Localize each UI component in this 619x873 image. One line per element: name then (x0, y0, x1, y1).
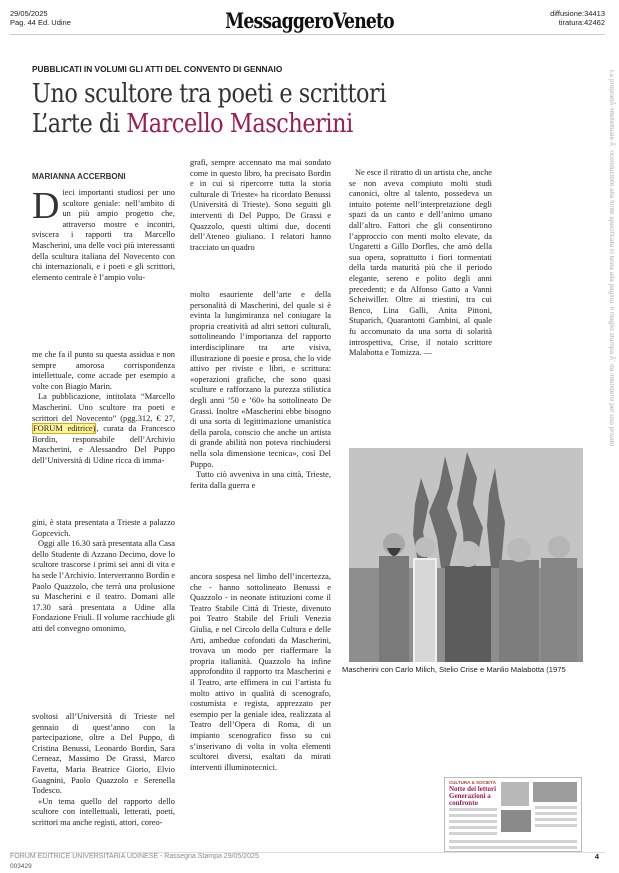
photo-caption: Mascherini con Carlo Milich, Stelio Crise e Manlio Malabotta (1975 (342, 665, 566, 674)
paragraph (32, 188, 175, 283)
column-2-lower (190, 572, 331, 852)
column-1-top (32, 188, 175, 336)
paragraph: me che fa il punto su questa assidua e non sempre amorosa corrispondenza intellettuale, come accade per esempio a volte con Biagio Marin. (32, 350, 175, 391)
thumbnail-title: Notte dei lettori Generazioni a confronto (449, 785, 497, 807)
paragraph: molto esauriente dell’arte e della personalità di Mascherini, del quale si è evinta la lungimiranza nel coniugare la propria creatività ad altri settori culturali, sottolineando l’importanza del rapporto interdisciplinare tra arte visiva, illustrazione di poesie e prosa, che lo vide attivo per riviste e libri, e scrittura: «operazioni grafiche, che sono quasi sculture e rafforzano la purezza stilistica degli anni ’50 e ’60» ha sottolineato De Grassi. Inoltre «Mascherini ebbe bisogno di una sorta di legittimazione umanistica della parola, conscio che anche un artista di grande abilità non poteva rinchiudersi nella sola dimensione tecnica», così Del Puppo. (190, 290, 331, 469)
paragraph: «Un tema quello del rapporto dello scultore con intellettuali, letterati, poeti, scrittori ma anche registi, attori, coreo- (32, 796, 175, 827)
footer-document-id: 003429 (10, 863, 32, 870)
column-1-lower (32, 518, 175, 704)
photo-illustration (349, 448, 583, 662)
side-copyright-text: La proprietÃ intellettuale Ã¨ riconducibile alla fonte specificata in testa alla pagina. Il ritaglio stampa Ã¨ da intendersi per uso privato (608, 70, 615, 447)
article-kicker: PUBBLICATI IN VOLUMI GLI ATTI DEL CONVENTO DI GENNAIO (32, 64, 283, 74)
footer-source: FORUM EDITRICE UNIVERSITARIA UDINESE - Rassegna Stampa 29/05/2025 (10, 853, 259, 860)
paragraph: gini, è stata presentata a Trieste a palazzo Gopcevich. (32, 518, 175, 538)
newspaper-logo: MessaggeroVeneto (225, 8, 394, 33)
header-diffusione: diffusione:34413 (550, 9, 605, 18)
paragraph-text: , curata da Francesco Bordin, responsabile dell’Archivio Mascherini, e Alessandro Del Puppo dell’Università di Udine ricca di imma- (32, 424, 175, 465)
paragraph-text: La pubblicazione, intitolata “Marcello Mascherini. Uno scultore tra poeti e scrittori del Novecento” (pgg.312, € 27, (32, 392, 175, 423)
dropcap: D (32, 188, 60, 227)
paragraph (32, 392, 175, 466)
paragraph: grafi, sempre accennato ma mai sondato come in questo libro, ha precisato Bordin e in cui si ripercorre tutta la storia culturale di Trieste» ha ricordato Benussi (Università di Trieste). Sono seguiti gli interventi di Del Puppo, De Grassi e Quazzolo, questi ultimi due, docenti dell’Ateneo giuliano. I relatori hanno tracciato un quadro (190, 158, 331, 252)
headline-prefix: L’arte di (32, 109, 127, 139)
column-1-bottom (32, 712, 175, 850)
paragraph: Oggi alle 16.30 sarà presentata alla Casa dello Studente di Azzano Decimo, dove lo scultore trascorse i primi sei anni di vita e ha sede l’Archivio. Interverranno Bordin e Paolo Quazzolo, che terrà una prolusione su Mascherini e il teatro. Domani alle 17.30 sarà presentata a Udine alla Fondazione Friuli. Il volume racchiude gli atti del convegno omonimo, (32, 539, 175, 633)
column-2-top (190, 158, 331, 286)
paragraph: ancora sospesa nel limbo dell’incertezza, che - hanno sottolineato Benussi e Quazzolo - in neonate istituzioni come il Teatro Stabile Città di Trieste, divenuto poi Teatro Stabile del Friuli Venezia Giulia, e nel Circolo della Cultura e delle Arti, ambedue cofondati da Mascherini, trovava un modo per riaffermare la propria italianità. Quazzolo ha infine approfondito il rapporto tra Mascherini e il Teatro, arte effimera in cui l’artista fu molto attivo in qualità di scenografo, costumista e regista, apprezzato per esempio per la geniale idea, realizzata al Teatro dell’Opera di Roma, di un impianto scenografico fisso su cui s’inserivano di volta in volta elementi scultorei diversi, esaltati da mirati interventi illuminotecnici. (190, 572, 331, 772)
header-tiratura: tiratura:42462 (558, 18, 605, 27)
headline-accent-name: Marcello Mascherini (126, 109, 353, 139)
header-date: 29/05/2025 (10, 9, 48, 18)
header-divider (10, 34, 605, 35)
paragraph: Ne esce il ritratto di un artista che, anche se non aveva compiuto molti studi canonici, oltre al talento, possedeva un intuito potente nell’interpretazione degli spazi da un canto e dell’animo umano dall’altro. Fattori che gli consentirono l’approccio con menti molto elevate, da Ungaretti a Gillo Dorfles, che amò della sua opera, soprattutto i fiori tormentati della tarda maturità più che il periodo elegante, sereno e polito degli anni precedenti; e da Alfonso Gatto a Vanni Scheiwiller. Oltre ai triestini, tra cui Benco, Lina Galli, Anita Pittoni, Stuparich, Quarantotti Gambini, al quale fu accomunato da una sorta di solarità introspettiva, Crise, il notaio scrittore Malabotta e Tomizza. — (349, 168, 492, 358)
header-page-edition: Pag. 44 Ed. Udine (10, 18, 71, 27)
headline-line-2 (32, 109, 386, 139)
column-3 (349, 168, 492, 430)
paragraph: Tutto ciò avveniva in una città, Trieste, ferita dalla guerra e (190, 470, 331, 490)
highlighted-publisher: FORUM editrice) (33, 424, 96, 434)
header-right (550, 9, 605, 27)
photo-mascherini-group (349, 448, 583, 662)
thumbnail-layout-icon (445, 778, 582, 852)
column-2-middle (190, 290, 331, 566)
side-copyright-note (605, 70, 615, 570)
article-byline: MARIANNA ACCERBONI (32, 172, 126, 181)
footer-page-number: 4 (594, 852, 599, 861)
headline-line-1: Uno scultore tra poeti e scrittori (32, 79, 387, 109)
article-headline (32, 79, 386, 139)
page-thumbnail (444, 777, 582, 852)
column-1-middle (32, 350, 175, 510)
thumbnail-section: CULTURA & SOCIETÀ (449, 780, 496, 785)
paragraph-text: ieci importanti studiosi per uno scultore geniale: nell’ambito di un più ampio progetto che, attraverso mostre e incontri, sviscera i rapporti tra Marcello Mascherini, una delle voci più interessanti della scultura italiana del Novecento con chi internazionali, e i poeti e gli scrittori, elemento centrale è l’ampio volu- (32, 188, 175, 282)
paragraph: svoltosi all’Università di Trieste nel gennaio di quest’anno con la partecipazione, oltre a Del Puppo, di Cristina Benussi, Leonardo Bordin, Sara Cerneaz, Massimo De Grassi, Marco Favetta, Maria Beatrice Giorio, Elvio Guagnini, Paolo Quazzolo e Serenella Todesco. (32, 712, 175, 796)
